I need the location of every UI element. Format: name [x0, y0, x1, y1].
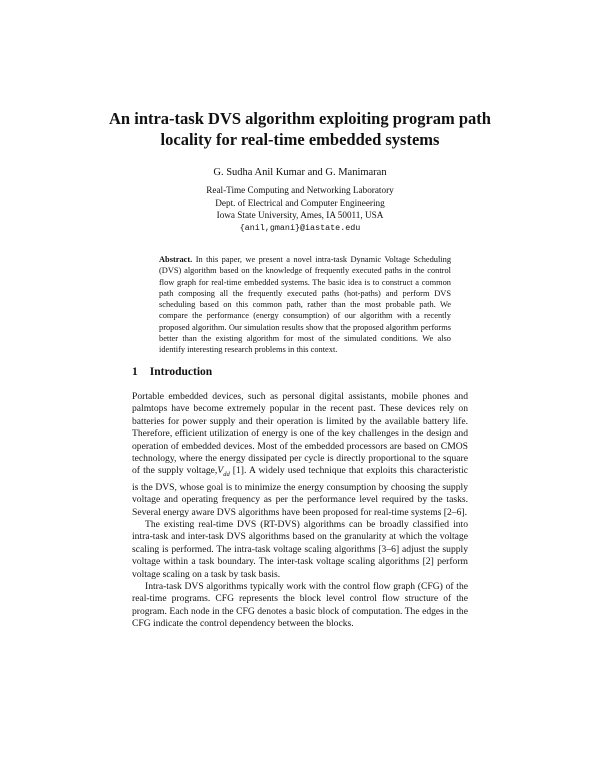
affiliation-lab: Real-Time Computing and Networking Laboratory	[206, 185, 394, 195]
paragraph-2: The existing real-time DVS (RT-DVS) algorithms can be broadly classified into intra-task and inter-task DVS algorithms based on the granularity at which the voltage scaling is performed. The intra-task voltage scaling algorithms [3–6] adjust the supply voltage within a task boundary. The inter-task voltage scaling algorithms [2] perform voltage scaling on a task by task basis.	[132, 518, 468, 580]
vdd-subscript: dd	[223, 471, 230, 479]
vdd-base: V	[217, 465, 224, 477]
vdd-symbol	[217, 465, 230, 479]
paragraph-1-start: Portable embedded devices, such as personal digital assistants, mobile phones and palmtops have become extremely popular in the recent past. These devices rely on batteries for power supply and their operation is limited by the available battery life. Therefore, efficient utilization of energy is one of the key challenges in the design and operation of embedded devices. Most of the embedded processors are based on CMOS technology, where the energy dissipated per cycle is directly proportional to the square of the supply voltage,	[132, 391, 468, 477]
paragraph-1-end: [1]. A widely used technique that exploits this characteristic is the DVS, whose goal is to minimize the energy consumption by choosing the supply voltage and operating frequency as per the performance level required by the tasks. Several energy aware DVS algorithms have been proposed for real-time systems [2–6].	[132, 465, 468, 518]
section-title: Introduction	[149, 366, 213, 378]
abstract-text: In this paper, we present a novel intra-task Dynamic Voltage Scheduling (DVS) algorithm based on the knowledge of frequently executed paths in the control flow graph for real-time embedded systems. The basic idea is to construct a common path composing all the frequently executed paths (hot-paths) and perform DVS scheduling based on this common path, rather than the most probable path. We compare the performance (energy consumption) of our algorithm with a recently proposed algorithm. Our simulation results show that the proposed algorithm performs better than the existing algorithm for most of the simulated conditions. We also identify interesting research problems in this context.	[159, 255, 452, 355]
abstract	[159, 254, 451, 356]
paper-authors: G. Sudha Anil Kumar and G. Manimaran	[213, 167, 387, 178]
abstract-label: Abstract.	[159, 255, 193, 264]
paragraph-3: Intra-task DVS algorithms typically work with the control flow graph (CFG) of the real-time programs. CFG represents the block level control flow structure of the program. Each node in the CFG denotes a basic block of computation. The edges in the CFG indicate the control dependency between the blocks.	[132, 581, 468, 630]
paragraph-1	[132, 391, 468, 519]
affiliation-dept: Dept. of Electrical and Computer Engineering	[215, 197, 385, 208]
introduction-body	[132, 391, 468, 631]
affiliation-university: Iowa State University, Ames, IA 50011, USA	[216, 210, 384, 221]
affiliation-email: {anil,gmani}@iastate.edu	[239, 222, 361, 233]
affiliation-block	[150, 184, 450, 234]
paper-title: An intra-task DVS algorithm exploiting program path locality for real-time embedded systems	[109, 109, 491, 149]
section-number: 1	[132, 366, 138, 378]
section-heading-introduction	[132, 366, 212, 378]
